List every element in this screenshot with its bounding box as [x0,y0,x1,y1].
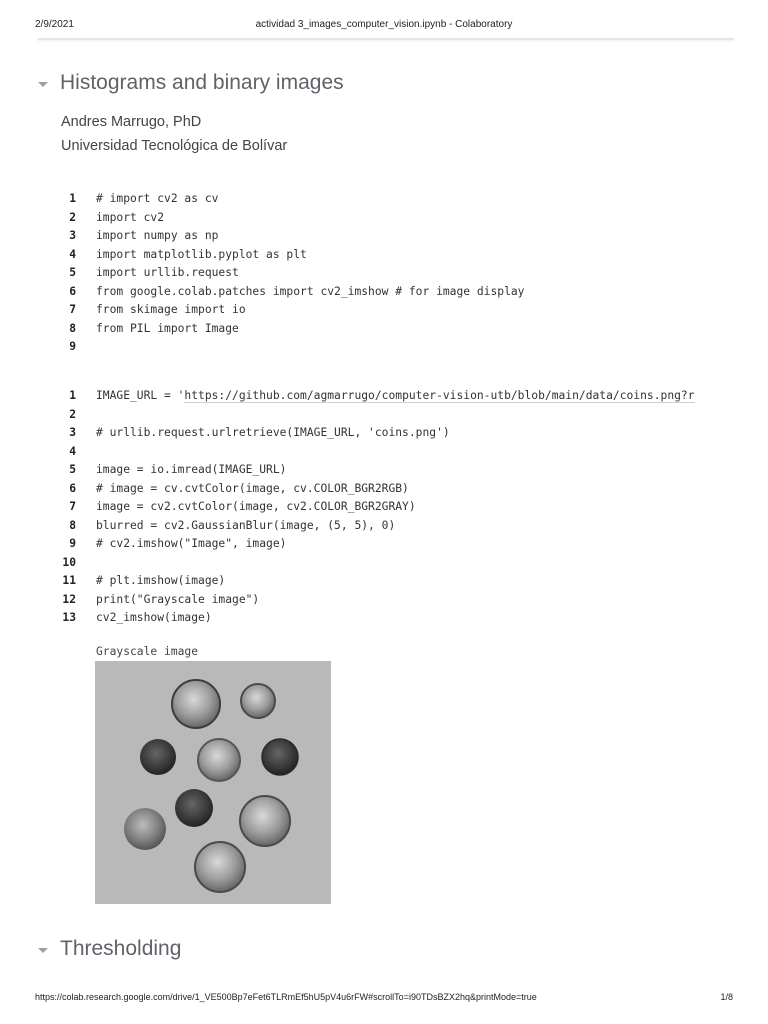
line-number: 9 [69,340,76,353]
section-heading-thresholding[interactable] [38,934,181,964]
code-line [0,591,768,610]
line-number: 8 [69,518,76,532]
code-line [0,264,768,283]
line-code: from PIL import Image [96,321,239,335]
cell-output-text: Grayscale image [96,645,199,658]
code-line [0,443,768,462]
line-number: 12 [62,592,76,606]
line-number: 6 [69,284,76,298]
line-number: 6 [69,481,76,495]
line-code: # urllib.request.urlretrieve(IMAGE_URL, 'coins.png') [96,426,450,439]
line-number: 11 [62,574,76,587]
code-line [0,517,768,536]
line-number: 5 [69,266,76,279]
image-url-link[interactable]: https://github.com/agmarrugo/computer-vision-utb/blob/main/data/coins.png?r [184,389,695,402]
url-assignment: IMAGE_URL = ' [96,389,185,402]
code-cell-load-image[interactable] [0,387,768,628]
line-code: # cv2.imshow("Image", image) [96,537,287,550]
line-code: # import cv2 as cv [96,192,219,205]
line-code [96,387,695,406]
code-line [0,554,768,573]
line-code: # image = cv.cvtColor(image, cv.COLOR_BGR2RGB) [96,481,409,495]
code-line [0,301,768,320]
section-title: Histograms and binary images [60,71,344,94]
line-number: 1 [69,192,76,205]
line-number: 4 [69,444,76,458]
line-number: 10 [62,555,76,569]
print-footer-url: https://colab.research.google.com/drive/1_VE500Bp7eFet6TLRmEf5hU5pV4u6rFW#scrollTo=i90TDsBZX2hq&printMode=true [35,992,537,1002]
line-code: # plt.imshow(image) [96,574,226,587]
print-title: actividad 3_images_computer_vision.ipynb - Colaboratory [255,19,513,30]
line-number: 4 [69,247,76,261]
line-code: from skimage import io [96,303,246,316]
code-line [0,227,768,246]
header-divider [38,38,734,40]
print-date: 2/9/2021 [35,19,74,30]
code-line [0,480,768,499]
line-code: blurred = cv2.GaussianBlur(image, (5, 5), 0) [96,518,396,532]
line-code: import cv2 [96,210,165,224]
line-code: import urllib.request [96,266,239,279]
collapse-arrow-icon[interactable] [38,948,48,953]
line-number: 5 [69,463,76,476]
code-line [0,387,768,406]
code-line [0,246,768,265]
code-line [0,461,768,480]
line-code: image = io.imread(IMAGE_URL) [96,463,287,476]
line-number: 3 [69,229,76,242]
line-code: from google.colab.patches import cv2_imshow # for image display [96,284,525,298]
section-title: Thresholding [60,937,182,960]
line-code: print("Grayscale image") [96,592,260,606]
code-line [0,320,768,339]
line-number: 13 [62,611,76,624]
line-number: 9 [69,537,76,550]
collapse-arrow-icon[interactable] [38,82,48,87]
line-number: 2 [69,407,76,421]
line-code: image = cv2.cvtColor(image, cv2.COLOR_BGR2GRAY) [96,500,416,513]
code-line [0,535,768,554]
line-code: import numpy as np [96,229,219,242]
author-text: Andres Marrugo, PhD [61,114,202,130]
code-line [0,338,768,357]
code-line [0,498,768,517]
line-code: cv2_imshow(image) [96,611,212,624]
line-number: 1 [69,389,76,402]
code-line [0,424,768,443]
code-line [0,283,768,302]
code-line [0,190,768,209]
affiliation-text: Universidad Tecnológica de Bolívar [61,138,288,154]
page-number: 1/8 [720,992,733,1002]
print-footer [0,992,768,1006]
code-line [0,406,768,425]
line-number: 2 [69,210,76,224]
line-code: import matplotlib.pyplot as plt [96,247,307,261]
code-cell-imports[interactable] [0,190,768,357]
section-heading-histograms[interactable] [38,68,344,98]
code-line [0,572,768,591]
line-number: 3 [69,426,76,439]
line-number: 7 [69,500,76,513]
code-line [0,609,768,628]
line-number: 7 [69,303,76,316]
line-number: 8 [69,321,76,335]
coins-grayscale-image [95,661,331,904]
code-line [0,209,768,228]
